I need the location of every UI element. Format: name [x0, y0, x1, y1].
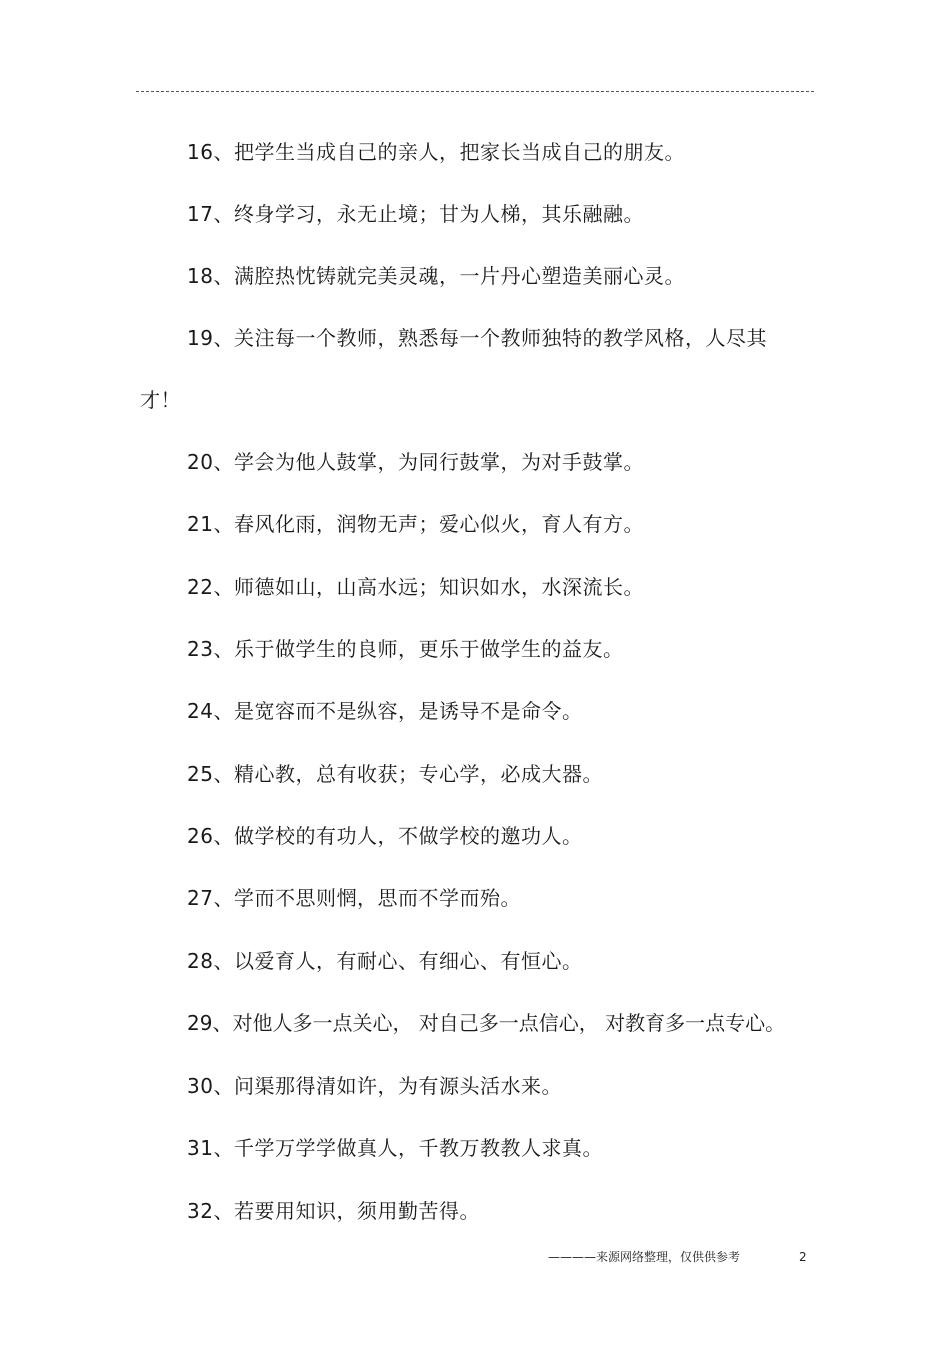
text-line: 29、对他人多一点关心， 对自己多一点信心， 对教育多一点专心。 — [187, 1011, 786, 1035]
text-line: 28、以爱育人，有耐心、有细心、有恒心。 — [187, 949, 583, 973]
text-line: 22、师德如山，山高水远；知识如水，水深流长。 — [187, 575, 644, 599]
page-number: 2 — [799, 1250, 807, 1264]
text-line: 23、乐于做学生的良师，更乐于做学生的益友。 — [187, 637, 624, 661]
text-line: 17、终身学习，永无止境；甘为人梯，其乐融融。 — [187, 202, 644, 226]
text-line: 21、春风化雨，润物无声；爱心似火，育人有方。 — [187, 512, 644, 536]
text-line: 才！ — [140, 388, 181, 412]
text-line: 32、若要用知识，须用勤苦得。 — [187, 1199, 480, 1223]
text-line: 27、学而不思则惘，思而不学而殆。 — [187, 886, 521, 910]
text-line: 25、精心教，总有收获；专心学，必成大器。 — [187, 762, 603, 786]
text-line: 26、做学校的有功人，不做学校的邀功人。 — [187, 824, 583, 848]
text-line: 20、学会为他人鼓掌，为同行鼓掌，为对手鼓掌。 — [187, 450, 644, 474]
text-line: 18、满腔热忱铸就完美灵魂，一片丹心塑造美丽心灵。 — [187, 264, 685, 288]
text-line: 19、关注每一个教师，熟悉每一个教师独特的教学风格，人尽其 — [187, 326, 767, 350]
text-line: 31、千学万学学做真人，千教万教教人求真。 — [187, 1136, 603, 1160]
header-rule — [136, 91, 814, 92]
text-line: 24、是宽容而不是纵容，是诱导不是命令。 — [187, 699, 583, 723]
footer-note: ————来源网络整理，仅供供参考 — [548, 1250, 741, 1264]
text-line: 16、把学生当成自己的亲人，把家长当成自己的朋友。 — [187, 140, 685, 164]
text-line: 30、问渠那得清如许，为有源头活水来。 — [187, 1074, 562, 1098]
